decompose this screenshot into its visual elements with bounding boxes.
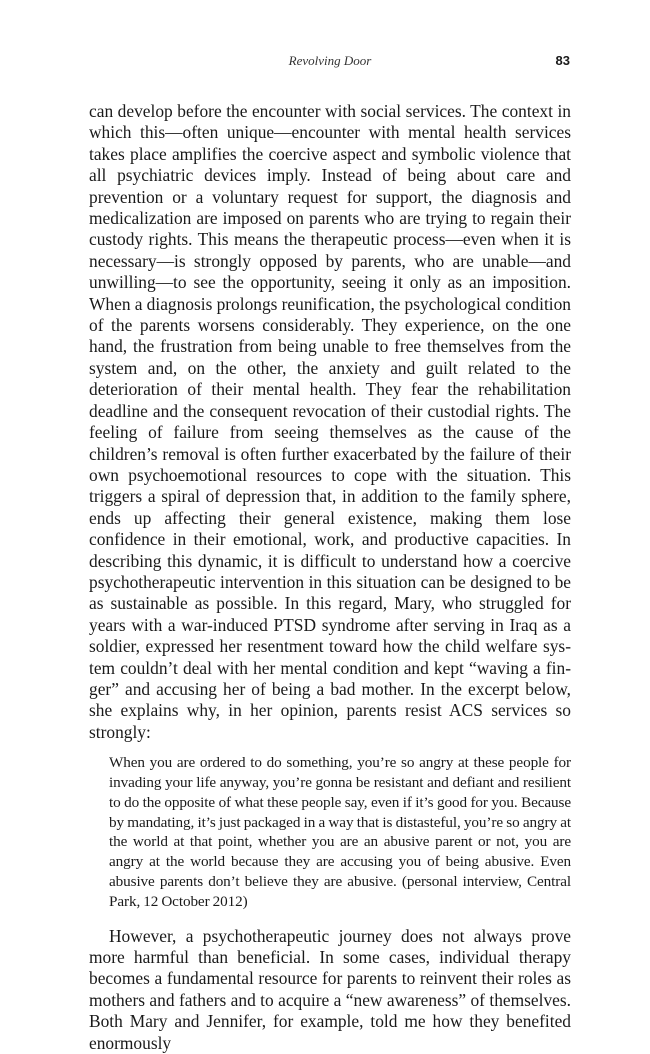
- body-paragraph: However, a psychotherapeutic journey does not always prove more harmful than beneficial. In some cases, individual therapy becomes a fundamental resource for parents to reinvent their roles as mothers and fathers and to acquire a “new awareness” of themselves. Both Mary and Jennifer, for example, told me how they benefited enormously: [89, 925, 571, 1053]
- running-header: [90, 52, 570, 70]
- body-paragraph: can develop before the encounter with social services. The context in which this—often unique—encounter with mental health services takes place amplifies the coercive aspect and symbolic violence that all psychiatric devices imply. Instead of being about care and prevention or a voluntary request for support, the diagnosis and medicalization are imposed on parents who are trying to regain their custody rights. This means the therapeutic process—even when it is necessary—is strongly opposed by parents, who are unable—and unwilling—to see the opportunity, seeing it only as an imposition. When a diagnosis prolongs reunification, the psychological condition of the parents worsens considerably. They experience, on the one hand, the frustration from being unable to free themselves from the system and, on the other, the anxiety and guilt related to the deterioration of their mental health. They fear the rehabilitation deadline and the consequent revocation of their custodial rights. The feeling of failure from seeing themselves as the cause of the children’s removal is often further exacerbated by the failure of their own psychoemotional resources to cope with the situation. This triggers a spiral of depression that, in addition to the family sphere, ends up affecting their general existence, making them lose confidence in their emotional, work, and productive capacities. In describing this dynamic, it is difficult to understand how a coercive psychotherapeutic intervention in this situation can be designed to be as sustainable as possible. In this regard, Mary, who struggled for years with a war-induced PTSD syndrome after serving in Iraq as a soldier, expressed her resentment toward how the child welfare system couldn’t deal with her mental condition and kept “waving a finger” and accusing her of being a bad mother. In the excerpt below, she explains why, in her opinion, parents resist ACS services so strongly:: [89, 101, 571, 742]
- page-number: 83: [555, 53, 570, 68]
- body-text: [89, 101, 571, 1054]
- running-title: Revolving Door: [288, 53, 372, 68]
- block-quote: When you are ordered to do something, you’re so angry at these people for invading your life anyway, you’re gonna be resistant and defiant and resilient to do the opposite of what these people say, even if it’s good for you. Because by mandating, it’s just packaged in a way that is distasteful, you’re so angry at the world at that point, whether you are an abusive parent or not, you are angry at the world because they are accusing you of being abusive. Even abusive parents don’t believe they are abusive. (personal interview, Central Park, 12 October 2012): [109, 754, 571, 910]
